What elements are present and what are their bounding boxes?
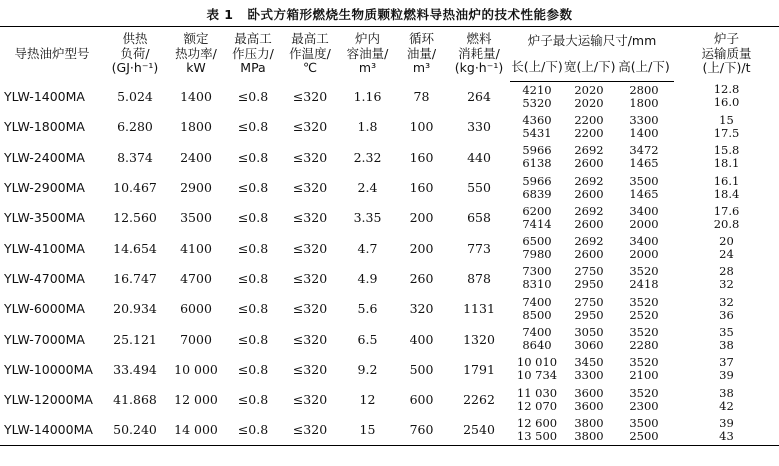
value-lower: 3600: [574, 398, 604, 413]
header-mass: 炉子 运输质量 (上/下)/t: [701, 31, 752, 76]
cell-model: YLW-14000MA: [0, 415, 104, 446]
cell-heat-load: 14.654: [113, 240, 157, 256]
value-upper: 3500: [629, 173, 659, 188]
value-lower: 42: [719, 398, 734, 413]
table-title: 卧式方箱形燃烧生物质颗粒燃料导热油炉的技术性能参数: [247, 7, 573, 22]
cell-rated-power: 4700: [180, 270, 212, 286]
table-row: [0, 294, 779, 324]
cell-height: [614, 81, 674, 112]
cell-circ-oil: 78: [413, 88, 430, 104]
value-lower: 16.0: [713, 95, 740, 110]
value-upper: 17.6: [713, 203, 740, 218]
value-upper: 12 600: [516, 415, 558, 430]
cell-circ-oil: 500: [409, 361, 434, 377]
value-upper: 16.1: [713, 173, 740, 188]
value-lower: 20.8: [713, 216, 740, 231]
value-upper: 20: [719, 234, 734, 249]
cell-model: YLW-4700MA: [4, 270, 85, 286]
cell-height: [614, 263, 674, 293]
cell-rated-power: 4100: [180, 240, 212, 256]
cell-mass: [674, 354, 779, 384]
cell-heat-load: 50.240: [104, 415, 166, 446]
value-upper: 11 030: [516, 385, 558, 400]
value-upper: 39: [719, 415, 734, 430]
cell-rated-power: 7000: [180, 331, 212, 347]
cell-circ-oil: 600: [409, 392, 434, 408]
header-circ-oil: 循环 油量/ m³: [406, 31, 437, 76]
cell-height: [614, 172, 674, 202]
cell-max-temp: ≤320: [292, 392, 328, 408]
value-lower: 3800: [574, 428, 604, 443]
table-row: [0, 354, 779, 384]
cell-circ-oil: 160: [409, 149, 434, 165]
cell-circ-oil: 200: [409, 210, 434, 226]
value-lower: 2950: [574, 307, 604, 322]
value-lower: 39: [719, 368, 734, 383]
cell-mass: [674, 233, 779, 263]
value-lower: 2500: [629, 428, 659, 443]
cell-max-pressure: ≤0.8: [237, 331, 269, 347]
table-row: [0, 384, 779, 414]
value-lower: 1800: [629, 95, 659, 110]
cell-fuel: 658: [467, 210, 491, 226]
cell-max-temp: ≤320: [292, 301, 328, 317]
value-upper: 2020: [574, 82, 604, 97]
cell-height: [614, 233, 674, 263]
cell-circ-oil: 400: [409, 331, 434, 347]
cell-furnace-oil: 12: [359, 392, 376, 408]
cell-heat-load: 41.868: [113, 392, 157, 408]
value-lower: 2000: [629, 216, 659, 231]
cell-width: [564, 81, 614, 112]
cell-fuel: 1320: [463, 331, 495, 347]
cell-heat-load: 6.280: [117, 119, 153, 135]
cell-fuel: 330: [467, 119, 491, 135]
value-lower: 24: [719, 247, 734, 262]
cell-max-temp: ≤320: [292, 270, 328, 286]
value-upper: 37: [719, 355, 734, 370]
value-upper: 32: [719, 294, 734, 309]
cell-length: [510, 354, 564, 384]
cell-max-temp: ≤320: [292, 331, 328, 347]
cell-max-pressure: ≤0.8: [237, 180, 269, 196]
value-upper: 3450: [574, 355, 604, 370]
value-lower: 18.4: [713, 186, 740, 201]
header-heat-load: 供热 负荷/ (GJ·h⁻¹): [111, 31, 159, 76]
cell-mass: [674, 112, 779, 142]
cell-fuel: 1131: [463, 301, 495, 317]
table-row: [0, 415, 779, 446]
header-dim-group: 炉子最大运输尺寸/mm: [527, 32, 657, 48]
value-upper: 2692: [574, 173, 604, 188]
value-lower: 2000: [629, 247, 659, 262]
cell-height: [614, 112, 674, 142]
cell-mass: [674, 203, 779, 233]
table-row: [0, 142, 779, 172]
cell-heat-load: 25.121: [113, 331, 157, 347]
value-lower: 2520: [629, 307, 659, 322]
cell-max-pressure: ≤0.8: [237, 119, 269, 135]
cell-model: YLW-2400MA: [4, 149, 85, 165]
cell-length: [510, 294, 564, 324]
value-lower: 2600: [574, 186, 604, 201]
value-lower: 6138: [522, 156, 552, 171]
cell-rated-power: 12 000: [174, 392, 218, 408]
cell-rated-power: 3500: [180, 210, 212, 226]
cell-max-pressure: ≤0.8: [237, 88, 269, 104]
value-lower: 8640: [522, 338, 552, 353]
value-lower: 32: [719, 277, 734, 292]
cell-circ-oil: 260: [409, 270, 434, 286]
value-lower: 1465: [629, 156, 659, 171]
value-upper: 3520: [629, 325, 659, 340]
cell-mass: [674, 172, 779, 202]
cell-max-temp: ≤320: [292, 240, 328, 256]
value-lower: 2100: [629, 368, 659, 383]
cell-width: [564, 263, 614, 293]
value-lower: 2280: [629, 338, 659, 353]
cell-fuel: 1791: [463, 361, 495, 377]
value-upper: 3500: [629, 415, 659, 430]
cell-fuel: 550: [467, 180, 491, 196]
cell-fuel: 2540: [448, 415, 510, 446]
value-upper: 5966: [522, 173, 552, 188]
cell-max-temp: ≤320: [292, 361, 328, 377]
cell-heat-load: 8.374: [117, 149, 153, 165]
cell-furnace-oil: 1.8: [357, 119, 378, 135]
value-lower: 12 070: [516, 398, 558, 413]
cell-circ-oil: 100: [409, 119, 434, 135]
cell-width: [564, 112, 614, 142]
header-max-pressure: 最高工 作压力/ MPa: [232, 31, 274, 76]
cell-width: [564, 415, 614, 446]
cell-heat-load: 20.934: [113, 301, 157, 317]
cell-max-temp: ≤320: [292, 210, 328, 226]
table-body: [0, 81, 779, 446]
value-upper: 3400: [629, 203, 659, 218]
cell-width: [564, 172, 614, 202]
cell-rated-power: 1800: [180, 119, 212, 135]
value-upper: 10 010: [516, 355, 558, 370]
value-upper: 5966: [522, 143, 552, 158]
value-lower: 2300: [629, 398, 659, 413]
value-upper: 3800: [574, 415, 604, 430]
table-number: 表 1: [206, 7, 234, 22]
value-lower: 6839: [522, 186, 552, 201]
cell-rated-power: 2400: [180, 149, 212, 165]
cell-rated-power: 14 000: [166, 415, 226, 446]
cell-width: [564, 324, 614, 354]
cell-mass: [674, 81, 779, 112]
cell-height: [614, 203, 674, 233]
cell-rated-power: 10 000: [174, 361, 218, 377]
cell-heat-load: 10.467: [113, 180, 157, 196]
value-lower: 8500: [522, 307, 552, 322]
cell-max-pressure: ≤0.8: [237, 301, 269, 317]
value-lower: 5320: [522, 95, 552, 110]
cell-furnace-oil: 9.2: [357, 361, 378, 377]
cell-height: [614, 415, 674, 446]
value-upper: 3520: [629, 385, 659, 400]
header-furnace-oil: 炉内 容油量/ m³: [346, 31, 389, 76]
value-upper: 2200: [574, 112, 604, 127]
cell-circ-oil: 320: [409, 301, 434, 317]
value-upper: 3520: [629, 294, 659, 309]
cell-length: [510, 415, 564, 446]
cell-length: [510, 172, 564, 202]
cell-width: [564, 203, 614, 233]
value-lower: 2600: [574, 216, 604, 231]
value-lower: 3060: [574, 338, 604, 353]
value-lower: 36: [719, 307, 734, 322]
cell-mass: [674, 384, 779, 414]
cell-max-pressure: ≤0.8: [237, 392, 269, 408]
header-model: 导热油炉型号: [14, 45, 90, 61]
table-row: [0, 324, 779, 354]
value-upper: 28: [719, 264, 734, 279]
spec-table: [0, 26, 779, 446]
cell-max-temp: ≤320: [292, 180, 328, 196]
cell-width: [564, 384, 614, 414]
table-row: [0, 263, 779, 293]
cell-rated-power: 6000: [180, 301, 212, 317]
value-lower: 1400: [629, 125, 659, 140]
table-row: [0, 112, 779, 142]
value-upper: 4210: [522, 82, 552, 97]
cell-mass: [674, 324, 779, 354]
table-header: [0, 27, 779, 82]
header-fuel: 燃料 消耗量/ (kg·h⁻¹): [454, 31, 504, 76]
value-upper: 3520: [629, 355, 659, 370]
value-lower: 10 734: [516, 368, 558, 383]
cell-max-pressure: ≤0.8: [237, 149, 269, 165]
value-upper: 3600: [574, 385, 604, 400]
cell-furnace-oil: 3.35: [353, 210, 382, 226]
cell-model: YLW-4100MA: [4, 240, 85, 256]
cell-furnace-oil: 5.6: [357, 301, 378, 317]
table-caption: [0, 5, 779, 23]
cell-fuel: 773: [467, 240, 491, 256]
cell-length: [510, 233, 564, 263]
table-row: [0, 172, 779, 202]
cell-max-pressure: ≤0.8: [237, 270, 269, 286]
value-upper: 2692: [574, 143, 604, 158]
value-upper: 7300: [522, 264, 552, 279]
value-upper: 6200: [522, 203, 552, 218]
cell-furnace-oil: 4.7: [357, 240, 378, 256]
value-lower: 2600: [574, 156, 604, 171]
cell-furnace-oil: 2.32: [353, 149, 382, 165]
cell-mass: [674, 294, 779, 324]
value-upper: 2800: [629, 82, 659, 97]
cell-mass: [674, 142, 779, 172]
value-lower: 1465: [629, 186, 659, 201]
value-lower: 13 500: [516, 428, 558, 443]
table-row: [0, 203, 779, 233]
cell-max-temp: ≤320: [292, 88, 328, 104]
cell-furnace-oil: 6.5: [357, 331, 378, 347]
value-lower: 5431: [522, 125, 552, 140]
cell-max-temp: ≤320: [292, 119, 328, 135]
value-lower: 3300: [574, 368, 604, 383]
cell-mass: [674, 263, 779, 293]
value-upper: 3520: [629, 264, 659, 279]
cell-model: YLW-7000MA: [4, 331, 85, 347]
value-lower: 2600: [574, 247, 604, 262]
value-lower: 7414: [522, 216, 552, 231]
value-upper: 2692: [574, 203, 604, 218]
value-lower: 43: [719, 428, 734, 443]
header-dim-length: 长(上/下): [510, 55, 564, 81]
cell-length: [510, 384, 564, 414]
cell-height: [614, 294, 674, 324]
cell-rated-power: 1400: [180, 88, 212, 104]
value-upper: 6500: [522, 234, 552, 249]
cell-heat-load: 12.560: [113, 210, 157, 226]
value-lower: 2418: [629, 277, 659, 292]
cell-heat-load: 16.747: [113, 270, 157, 286]
value-lower: 38: [719, 338, 734, 353]
cell-model: YLW-1800MA: [4, 119, 85, 135]
cell-mass: [674, 415, 779, 446]
header-rated-power: 额定 热功率/ kW: [175, 31, 217, 76]
value-lower: 18.1: [713, 156, 740, 171]
table-row: [0, 81, 779, 112]
value-upper: 35: [719, 325, 734, 340]
cell-length: [510, 324, 564, 354]
header-dim-height: 高(上/下): [614, 55, 674, 81]
value-upper: 7400: [522, 325, 552, 340]
cell-furnace-oil: 1.16: [353, 88, 382, 104]
value-upper: 12.8: [713, 82, 740, 97]
cell-circ-oil: 760: [395, 415, 448, 446]
cell-max-temp: ≤320: [292, 149, 328, 165]
value-lower: 2020: [574, 95, 604, 110]
value-lower: 2200: [574, 125, 604, 140]
cell-circ-oil: 200: [409, 240, 434, 256]
value-upper: 7400: [522, 294, 552, 309]
value-lower: 7980: [522, 247, 552, 262]
cell-model: YLW-2900MA: [4, 180, 85, 196]
value-upper: 4360: [522, 112, 552, 127]
cell-width: [564, 354, 614, 384]
value-upper: 3400: [629, 234, 659, 249]
cell-model: YLW-12000MA: [4, 392, 93, 408]
cell-width: [564, 142, 614, 172]
cell-fuel: 2262: [463, 392, 495, 408]
cell-furnace-oil: 4.9: [357, 270, 378, 286]
cell-max-temp: ≤320: [280, 415, 340, 446]
value-upper: 2750: [574, 294, 604, 309]
value-upper: 38: [719, 385, 734, 400]
cell-model: YLW-1400MA: [4, 88, 85, 104]
value-upper: 2750: [574, 264, 604, 279]
cell-length: [510, 81, 564, 112]
cell-circ-oil: 160: [409, 180, 434, 196]
cell-heat-load: 5.024: [117, 88, 153, 104]
header-max-temp: 最高工 作温度/ ℃: [289, 31, 331, 76]
cell-model: YLW-6000MA: [4, 301, 85, 317]
value-upper: 15: [719, 112, 734, 127]
cell-max-pressure: ≤0.8: [237, 210, 269, 226]
cell-furnace-oil: 2.4: [357, 180, 378, 196]
cell-furnace-oil: 15: [340, 415, 395, 446]
cell-rated-power: 2900: [180, 180, 212, 196]
cell-model: YLW-10000MA: [4, 361, 93, 377]
cell-fuel: 440: [467, 149, 491, 165]
cell-fuel: 878: [467, 270, 491, 286]
value-lower: 8310: [522, 277, 552, 292]
value-upper: 3300: [629, 112, 659, 127]
value-lower: 2950: [574, 277, 604, 292]
value-upper: 3050: [574, 325, 604, 340]
cell-length: [510, 203, 564, 233]
cell-fuel: 264: [467, 88, 491, 104]
cell-width: [564, 294, 614, 324]
cell-height: [614, 354, 674, 384]
cell-height: [614, 324, 674, 354]
cell-height: [614, 384, 674, 414]
table-row: [0, 233, 779, 263]
cell-length: [510, 112, 564, 142]
value-upper: 15.8: [713, 143, 740, 158]
value-upper: 3472: [629, 143, 659, 158]
cell-heat-load: 33.494: [113, 361, 157, 377]
cell-max-pressure: ≤0.8: [237, 361, 269, 377]
cell-model: YLW-3500MA: [4, 210, 85, 226]
header-dim-width: 宽(上/下): [564, 55, 614, 81]
value-lower: 17.5: [713, 125, 740, 140]
cell-width: [564, 233, 614, 263]
cell-max-pressure: ≤0.8: [226, 415, 280, 446]
cell-length: [510, 263, 564, 293]
cell-length: [510, 142, 564, 172]
value-upper: 2692: [574, 234, 604, 249]
cell-max-pressure: ≤0.8: [237, 240, 269, 256]
cell-height: [614, 142, 674, 172]
